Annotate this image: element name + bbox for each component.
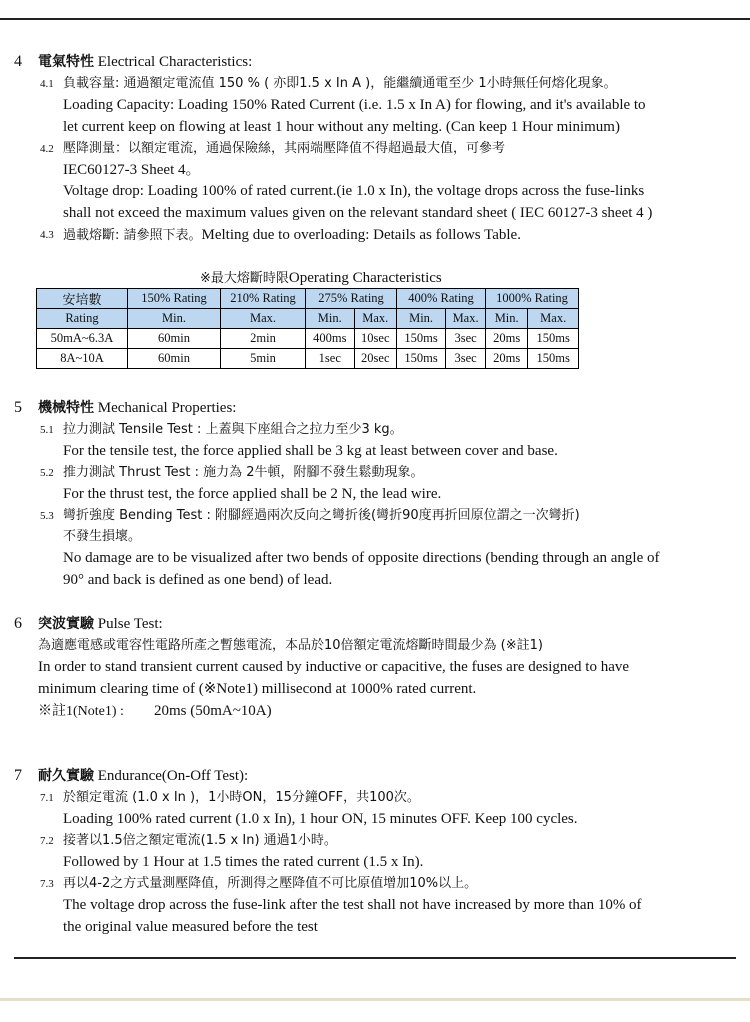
item-4-2-zh-2: IEC60127-3 Sheet 4。: [63, 162, 201, 178]
item-4-2-en-2: shall not exceed the maximum values given on the relevant standard sheet ( IEC 60127-3 sheet 4 ): [63, 205, 653, 221]
section-5-heading: [38, 398, 236, 418]
bottom-rule: [14, 957, 736, 959]
header-max: Max.: [528, 309, 579, 329]
table-header-row-1: [37, 289, 579, 309]
section-6-title-zh: 突波實驗: [38, 616, 94, 632]
section-6-title-en: Pulse Test:: [97, 616, 163, 632]
section-6-en-2: minimum clearing time of (※Note1) millisecond at 1000% rated current.: [38, 681, 477, 697]
table-cell: 8A~10A: [37, 349, 128, 369]
item-7-3-en-1: The voltage drop across the fuse-link after the test shall not have increased by more than 10% of: [63, 897, 642, 913]
item-4-3-zh: 過載熔斷: 請參照下表。: [63, 228, 202, 243]
table-cell: 20ms: [486, 349, 528, 369]
item-4-2-number: 4.2: [40, 143, 54, 155]
header-max: Max.: [446, 309, 486, 329]
item-5-2-en: For the thrust test, the force applied shall be 2 N, the lead wire.: [63, 486, 442, 502]
header-rating: Rating: [37, 309, 128, 329]
item-5-3-en-1: No damage are to be visualized after two bends of opposite directions (bending through an angle of: [63, 550, 660, 566]
item-5-2-number: 5.2: [40, 467, 54, 479]
header-ampere: 安培數: [37, 289, 128, 309]
table-cell: 60min: [128, 329, 221, 349]
item-7-1-en: Loading 100% rated current (1.0 x In), 1 hour ON, 15 minutes OFF. Keep 100 cycles.: [63, 811, 578, 827]
section-4-title-zh: 電氣特性: [38, 54, 94, 70]
header-150: 150% Rating: [128, 289, 221, 309]
section-4-number: 4: [14, 53, 22, 70]
section-7-title-zh: 耐久實驗: [38, 768, 94, 784]
item-4-1-zh: 負載容量: 通過額定電流值 150 % ( 亦即1.5 x In A )，能繼續通電至少 1小時無任何熔化現象。: [63, 76, 617, 91]
header-1000: 1000% Rating: [486, 289, 579, 309]
item-7-3-en-2: the original value measured before the test: [63, 919, 318, 935]
table-title: [200, 268, 442, 289]
header-min: Min.: [397, 309, 446, 329]
header-400: 400% Rating: [397, 289, 486, 309]
operating-characteristics-table: [36, 288, 579, 369]
top-rule: [0, 18, 750, 20]
item-5-2-zh: 推力測試 Thrust Test : 施力為 2牛頓，附腳不發生鬆動現象。: [63, 465, 424, 480]
note-label: ※註1(Note1) :: [38, 704, 124, 719]
section-7-heading: [38, 766, 248, 786]
table-title-zh: ※最大熔斷時限: [200, 271, 289, 286]
item-4-3-text: [63, 225, 521, 246]
table-cell: 10sec: [354, 329, 396, 349]
item-4-3-number: 4.3: [40, 229, 54, 241]
section-6-zh: 為適應電感或電容性電路所產之暫態電流，本品於10倍額定電流熔斷時間最少為 (※註1): [38, 638, 543, 653]
item-7-2-en: Followed by 1 Hour at 1.5 times the rated current (1.5 x In).: [63, 854, 424, 870]
section-6-heading: [38, 614, 163, 634]
item-7-3-zh: 再以4-2之方式量測壓降值，所測得之壓降值不可比原值增加10%以上。: [63, 876, 478, 891]
header-min: Min.: [128, 309, 221, 329]
table-cell: 3sec: [446, 349, 486, 369]
header-min: Min.: [486, 309, 528, 329]
section-5-title-en: Mechanical Properties:: [97, 400, 237, 416]
note-value: 20ms (50mA~10A): [153, 703, 272, 719]
table-cell: 150ms: [528, 329, 579, 349]
item-5-1-zh: 拉力測試 Tensile Test : 上蓋與下座組合之拉力至少3 kg。: [63, 422, 403, 437]
item-4-1-number: 4.1: [40, 78, 54, 90]
item-5-1-en: For the tensile test, the force applied shall be 3 kg at least between cover and base.: [63, 443, 558, 459]
item-7-1-zh: 於額定電流 (1.0 x In )，1小時ON，15分鐘OFF，共100次。: [63, 790, 420, 805]
table-cell: 3sec: [446, 329, 486, 349]
item-5-3-en-2: 90° and back is defined as one bend) of lead.: [63, 572, 333, 588]
table-cell: 60min: [128, 349, 221, 369]
item-4-1-en-1: Loading Capacity: Loading 150% Rated Current (i.e. 1.5 x In A) for flowing, and it's available to: [63, 97, 646, 113]
table-cell: 150ms: [397, 329, 446, 349]
table-header-row-2: [37, 309, 579, 329]
table-cell: 400ms: [306, 329, 355, 349]
table-cell: 50mA~6.3A: [37, 329, 128, 349]
section-7-number: 7: [14, 767, 22, 784]
footer-band: [0, 998, 750, 1001]
item-7-2-zh: 接著以1.5倍之額定電流(1.5 x In) 通過1小時。: [63, 833, 337, 848]
header-max: Max.: [354, 309, 396, 329]
table-cell: 150ms: [528, 349, 579, 369]
table-cell: 5min: [221, 349, 306, 369]
section-5-title-zh: 機械特性: [38, 400, 94, 416]
header-max: Max.: [221, 309, 306, 329]
item-4-2-zh-1: 壓降測量：以額定電流，通過保險絲，其兩端壓降值不得超過最大值，可參考: [63, 141, 506, 156]
section-5-number: 5: [14, 399, 22, 416]
table-cell: 150ms: [397, 349, 446, 369]
item-4-3-en: Melting due to overloading: Details as follows Table.: [201, 227, 521, 243]
item-7-3-number: 7.3: [40, 878, 54, 890]
item-5-1-number: 5.1: [40, 424, 54, 436]
section-4-heading: [38, 52, 252, 72]
item-7-2-number: 7.2: [40, 835, 54, 847]
item-4-2-en-1: Voltage drop: Loading 100% of rated current.(ie 1.0 x In), the voltage drops across the fuse-links: [63, 183, 645, 199]
table-cell: 20ms: [486, 329, 528, 349]
section-6-number: 6: [14, 615, 22, 632]
table-row: [37, 329, 579, 349]
item-4-1-en-2: let current keep on flowing at least 1 hour without any melting. (Can keep 1 Hour minimum): [63, 119, 620, 135]
section-6-note: [38, 701, 272, 722]
table-cell: 2min: [221, 329, 306, 349]
section-6-en-1: In order to stand transient current caused by inductive or capacitive, the fuses are designed to have: [38, 659, 630, 675]
item-5-3-zh-2: 不發生損壞。: [63, 529, 142, 544]
header-210: 210% Rating: [221, 289, 306, 309]
table-cell: 1sec: [306, 349, 355, 369]
item-5-3-number: 5.3: [40, 510, 54, 522]
table-cell: 20sec: [354, 349, 396, 369]
header-min: Min.: [306, 309, 355, 329]
table-row: [37, 349, 579, 369]
header-275: 275% Rating: [306, 289, 397, 309]
section-4-title-en: Electrical Characteristics:: [97, 54, 253, 70]
section-7-title-en: Endurance(On-Off Test):: [97, 768, 249, 784]
item-7-1-number: 7.1: [40, 792, 54, 804]
item-5-3-zh-1: 彎折強度 Bending Test : 附腳經過兩次反向之彎折後(彎折90度再折回原位謂之一次彎折): [63, 508, 580, 523]
table-title-en: Operating Characteristics: [288, 270, 442, 286]
